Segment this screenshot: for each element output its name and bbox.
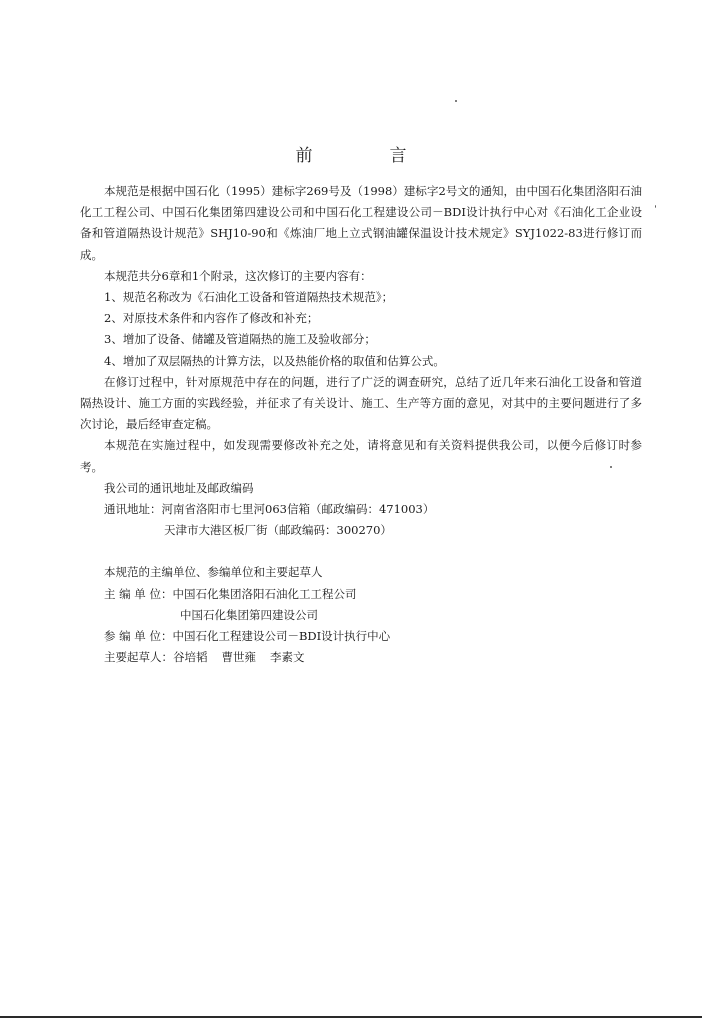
document-body [80, 181, 642, 668]
revision-item-4: 4、增加了双层隔热的计算方法，以及热能价格的取值和估算公式。 [104, 353, 445, 368]
scan-speck [610, 466, 612, 468]
units-heading: 本规范的主编单位、参编单位和主要起草人 [104, 565, 323, 580]
drafter-name: 李素文 [270, 650, 305, 665]
revision-item-1: 1、规范名称改为《石油化工设备和管道隔热技术规范》； [104, 290, 394, 305]
scan-edge [0, 1016, 702, 1018]
process-paragraph: 在修订过程中，针对原规范中存在的问题，进行了广泛的调查研究，总结了近几年来石油化工设备和管道隔热设计、施工方面的实践经验，并征求了有关设计、施工、生产等方面的意见，对其中的主要问题进行了多次讨论，最后经审查定稿。 [80, 374, 642, 432]
scan-speck [455, 100, 457, 102]
contact-address-1: 通讯地址：河南省洛阳市七里河063信箱（邮政编码：471003） [104, 502, 435, 517]
scan-speck [655, 205, 656, 208]
scope-paragraph: 本规范共分6章和1个附录，这次修订的主要内容有： [104, 268, 372, 283]
revision-item-2: 2、对原技术条件和内容作了修改和补充； [104, 311, 319, 326]
chief-unit-1: 主 编 单 位：中国石化集团洛阳石油化工工程公司 [104, 586, 357, 601]
contact-address-2: 天津市大港区板厂街（邮政编码：300270） [164, 523, 392, 538]
chief-unit-2: 中国石化集团第四建设公司 [180, 607, 318, 622]
revision-item-3: 3、增加了设备、储罐及管道隔热的施工及验收部分； [104, 332, 376, 347]
drafters-label: 主要起草人： [104, 650, 173, 665]
drafters-line [80, 647, 642, 668]
participating-unit: 参 编 单 位：中国石化工程建设公司－BDI设计执行中心 [104, 629, 391, 644]
feedback-paragraph: 本规范在实施过程中，如发现需要修改补充之处，请将意见和有关资料提供我公司，以便今后修订时参考。 [80, 438, 642, 474]
page-title: 前 言 [295, 146, 437, 166]
intro-paragraph: 本规范是根据中国石化（1995）建标字269号及（1998）建标字2号文的通知，由中国石化集团洛阳石油化工工程公司、中国石化集团第四建设公司和中国石化工程建设公司－BDI设计执行中心对《石油化工企业设备和管道隔热设计规范》SHJ10-90和《炼油厂地上立式钢油罐保温设计技术规定》SYJ1022-83进行修订而成。 [80, 184, 642, 262]
drafter-name: 谷培韬 [173, 650, 208, 665]
drafter-name: 曹世雍 [221, 650, 256, 665]
contact-heading: 我公司的通讯地址及邮政编码 [104, 480, 254, 495]
